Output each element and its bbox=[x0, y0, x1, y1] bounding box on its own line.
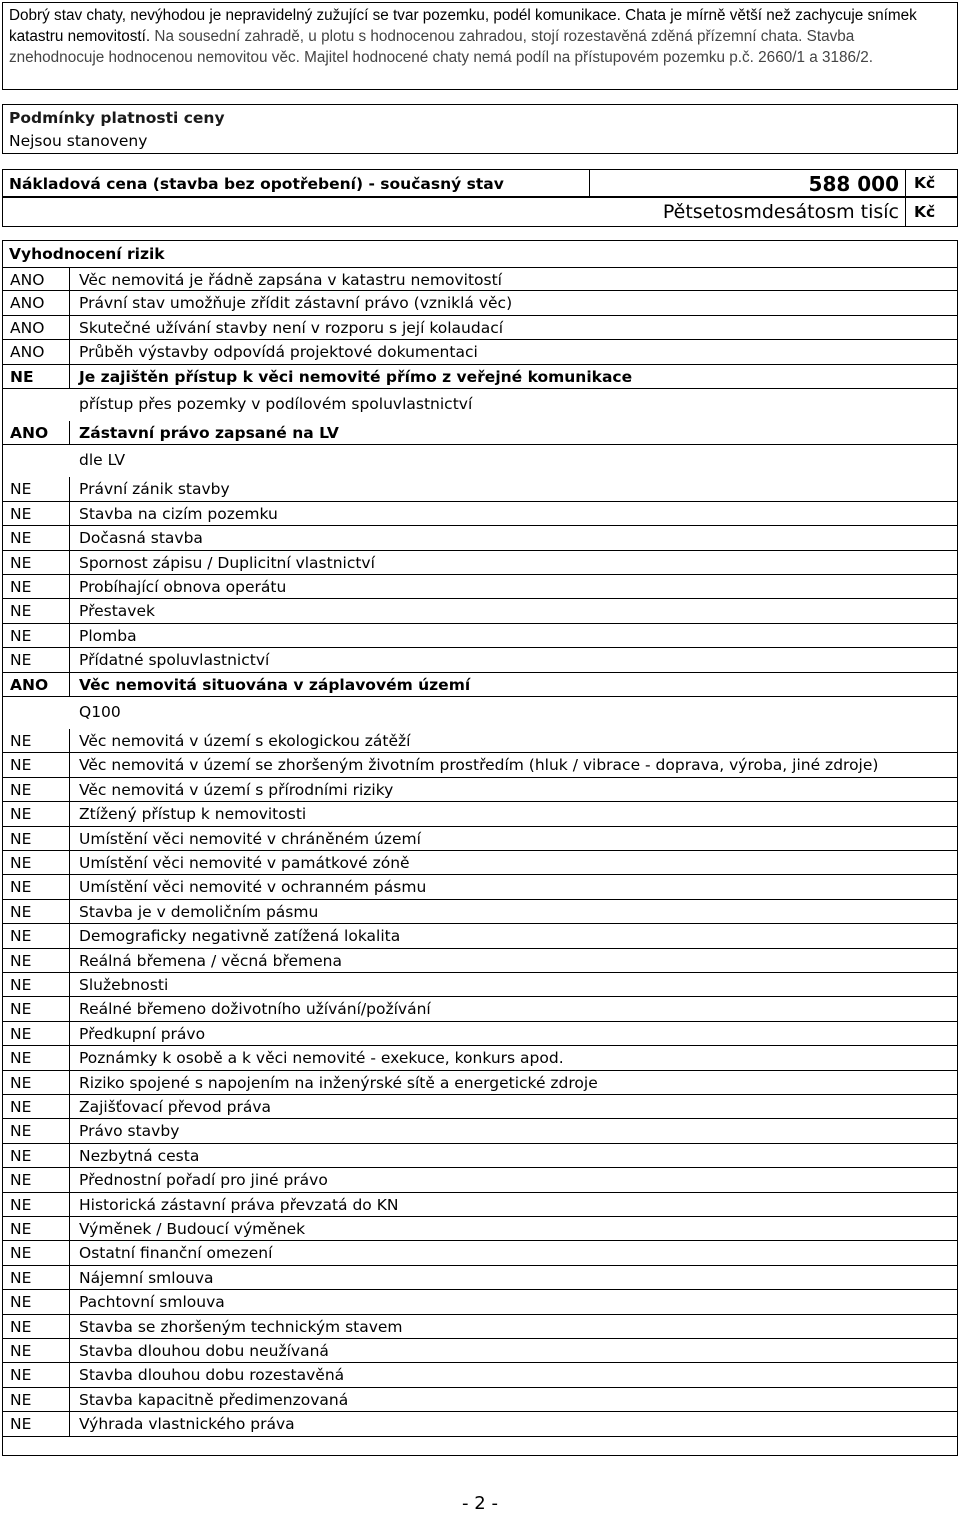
risk-row-divider bbox=[69, 875, 70, 898]
risk-row bbox=[3, 851, 957, 875]
risk-row-value: NE bbox=[10, 1390, 32, 1409]
risk-row-label: Zástavní právo zapsané na LV bbox=[79, 424, 339, 442]
risk-evaluation-table bbox=[2, 240, 958, 1456]
risk-row-value: NE bbox=[10, 976, 32, 994]
risk-row-label: Právní stav umožňuje zřídit zástavní právo (vzniklá věc) bbox=[79, 294, 513, 313]
risk-row-divider bbox=[69, 1095, 70, 1118]
risk-row-divider bbox=[69, 1363, 70, 1386]
page-number: - 2 - bbox=[462, 1493, 498, 1514]
risk-row-divider bbox=[69, 648, 70, 671]
risk-row-value: ANO bbox=[10, 343, 45, 362]
risk-row-label: Dočasná stavba bbox=[79, 529, 203, 548]
description-text: Dobrý stav chaty, nevýhodou je nepravidelný zužující se tvar pozemku, podél komunikace. Chata je mírně větší než zachycuje snímek katastru nemovitostí. bbox=[9, 7, 917, 45]
risk-row-note bbox=[3, 697, 957, 729]
risk-row bbox=[3, 1363, 957, 1387]
risk-row bbox=[3, 1144, 957, 1168]
risk-row bbox=[3, 1290, 957, 1314]
risk-row-divider bbox=[69, 1266, 70, 1289]
risk-row-label: Předkupní právo bbox=[79, 1024, 206, 1043]
risk-row-value: NE bbox=[10, 1171, 32, 1190]
risk-row-divider bbox=[69, 365, 70, 388]
risk-row bbox=[3, 778, 957, 802]
risk-row-divider bbox=[69, 477, 70, 500]
risk-row-divider bbox=[69, 1290, 70, 1313]
risk-row bbox=[3, 1168, 957, 1192]
risk-row bbox=[3, 875, 957, 899]
risk-row-label: Stavba kapacitně předimenzovaná bbox=[79, 1390, 349, 1409]
risk-row-label: Nezbytná cesta bbox=[79, 1146, 200, 1165]
risk-row-value: NE bbox=[10, 1317, 32, 1336]
risk-row-label: Právní zánik stavby bbox=[79, 480, 230, 499]
risk-row bbox=[3, 291, 957, 315]
price-label-cell bbox=[2, 169, 590, 197]
risk-row-value: NE bbox=[10, 1366, 32, 1385]
risk-row bbox=[3, 924, 957, 948]
risk-row-value: NE bbox=[10, 878, 32, 897]
risk-row-divider bbox=[69, 1168, 70, 1191]
risk-row-divider bbox=[69, 268, 70, 290]
risk-row-label: Demograficky negativně zatížená lokalita bbox=[79, 927, 401, 946]
risk-row-value: NE bbox=[10, 1342, 32, 1360]
risk-row-note bbox=[3, 389, 957, 421]
risk-row-label: Přestavek bbox=[79, 602, 155, 621]
price-in-words: Pětsetosmdesátosm tisíc bbox=[662, 201, 899, 223]
risk-row-value: NE bbox=[10, 553, 32, 572]
risk-row-note-text: dle LV bbox=[79, 451, 126, 470]
risk-row bbox=[3, 1095, 957, 1119]
risk-row bbox=[3, 1046, 957, 1070]
risk-row bbox=[3, 827, 957, 851]
risk-row-value: NE bbox=[10, 1122, 32, 1141]
risk-row bbox=[3, 1119, 957, 1143]
risk-row bbox=[3, 365, 957, 389]
risk-row-note-text: přístup přes pozemky v podílovém spoluvlastnictví bbox=[79, 395, 473, 413]
risk-row-value: NE bbox=[10, 529, 32, 548]
risk-row-value: NE bbox=[10, 578, 32, 596]
risk-row-divider bbox=[69, 1071, 70, 1094]
risk-row-value: NE bbox=[10, 1049, 32, 1068]
risk-row-label: Plomba bbox=[79, 626, 137, 645]
risk-row bbox=[3, 599, 957, 623]
risk-row-value: ANO bbox=[10, 271, 45, 289]
risk-row bbox=[3, 1315, 957, 1339]
risk-row-divider bbox=[69, 340, 70, 363]
risk-row-value: NE bbox=[10, 1146, 32, 1165]
price-conditions-box bbox=[2, 104, 958, 154]
risk-row-divider bbox=[69, 1241, 70, 1264]
risk-row-label: Věc nemovitá je řádně zapsána v katastru nemovitostí bbox=[79, 271, 502, 289]
risk-row-divider bbox=[69, 1144, 70, 1167]
price-amount-cell bbox=[589, 169, 906, 197]
risk-row-label: Historická zástavní práva převzatá do KN bbox=[79, 1195, 399, 1214]
risk-row-label: Věc nemovitá v území s ekologickou zátěží bbox=[79, 732, 411, 750]
risk-row-value: NE bbox=[10, 602, 32, 621]
price-amount: 588 000 bbox=[808, 172, 899, 196]
price-conditions-value: Nejsou stanoveny bbox=[9, 132, 148, 150]
price-currency2: Kč bbox=[914, 203, 936, 221]
risk-row-value: NE bbox=[10, 1000, 32, 1019]
risk-row-label: Reálná břemena / věcná břemena bbox=[79, 951, 342, 970]
risk-row-label: Průběh výstavby odpovídá projektové dokumentaci bbox=[79, 343, 478, 362]
risk-row-label: Umístění věci nemovité v památkové zóně bbox=[79, 854, 410, 872]
risk-row-label: Reálné břemeno doživotního užívání/požívání bbox=[79, 1000, 431, 1019]
risk-row bbox=[3, 648, 957, 672]
risk-row-divider bbox=[69, 1217, 70, 1240]
risk-row-divider bbox=[69, 1388, 70, 1411]
risk-row bbox=[3, 526, 957, 550]
price-words-cell bbox=[2, 197, 906, 227]
risk-row-divider bbox=[69, 575, 70, 598]
risk-row-label: Umístění věci nemovité v ochranném pásmu bbox=[79, 878, 427, 897]
risk-row-value: NE bbox=[10, 1098, 32, 1116]
risk-row-divider bbox=[69, 827, 70, 850]
risk-row-value: NE bbox=[10, 367, 34, 386]
risk-row-label: Probíhající obnova operátu bbox=[79, 578, 287, 596]
price-label: Nákladová cena (stavba bez opotřebení) - současný stav bbox=[9, 175, 504, 193]
risk-row-value: ANO bbox=[10, 318, 45, 337]
risk-row-divider bbox=[69, 291, 70, 314]
risk-row-divider bbox=[69, 753, 70, 776]
risk-row-value: NE bbox=[10, 480, 32, 499]
risk-row-divider bbox=[69, 1339, 70, 1362]
risk-row-divider bbox=[69, 1412, 70, 1435]
risk-row-label: Právo stavby bbox=[79, 1122, 180, 1141]
risk-row-divider bbox=[69, 900, 70, 923]
risk-row bbox=[3, 949, 957, 973]
risk-row-label: Spornost zápisu / Duplicitní vlastnictví bbox=[79, 553, 375, 572]
price-currency: Kč bbox=[914, 174, 936, 192]
risk-row-divider bbox=[69, 997, 70, 1020]
risk-row bbox=[3, 753, 957, 777]
risk-row bbox=[3, 900, 957, 924]
risk-row-label: Věc nemovitá v území se zhoršeným životním prostředím (hluk / vibrace - doprava, výroba, jiné zdroje) bbox=[79, 756, 879, 775]
risk-row-divider bbox=[69, 1119, 70, 1142]
risk-row-value: ANO bbox=[10, 675, 49, 694]
risk-row-value: NE bbox=[10, 1220, 32, 1238]
price-currency2-cell bbox=[905, 197, 958, 227]
risk-row-value: NE bbox=[10, 1293, 32, 1312]
risk-row bbox=[3, 1022, 957, 1046]
price-conditions-title: Podmínky platnosti ceny bbox=[9, 109, 225, 127]
risk-row-label: Stavba je v demoličním pásmu bbox=[79, 902, 319, 921]
risk-row-label: Věc nemovitá situována v záplavovém území bbox=[79, 675, 471, 694]
risk-row-value: ANO bbox=[10, 294, 45, 313]
risk-row-value: NE bbox=[10, 1073, 32, 1092]
risk-row-label: Zajišťovací převod práva bbox=[79, 1098, 272, 1116]
risk-row bbox=[3, 316, 957, 340]
risk-row-note bbox=[3, 445, 957, 477]
risk-row bbox=[3, 1217, 957, 1241]
risk-row bbox=[3, 729, 957, 753]
risk-row bbox=[3, 997, 957, 1021]
risk-row-note-text: Q100 bbox=[79, 703, 121, 721]
risk-row-label: Výměnek / Budoucí výměnek bbox=[79, 1220, 306, 1238]
risk-row-value: NE bbox=[10, 651, 32, 670]
risk-row bbox=[3, 673, 957, 697]
risk-row-label: Stavba na cizím pozemku bbox=[79, 504, 278, 523]
risk-row bbox=[3, 502, 957, 526]
risk-row-value: NE bbox=[10, 732, 32, 750]
risk-row bbox=[3, 624, 957, 648]
risk-row bbox=[3, 340, 957, 364]
risk-row bbox=[3, 1412, 957, 1436]
risk-row-label: Riziko spojené s napojením na inženýrské sítě a energetické zdroje bbox=[79, 1073, 598, 1092]
risk-evaluation-title: Vyhodnocení rizik bbox=[9, 245, 165, 263]
risk-row-value: NE bbox=[10, 626, 32, 645]
risk-row-label: Nájemní smlouva bbox=[79, 1268, 214, 1287]
risk-row-label: Ostatní finanční omezení bbox=[79, 1244, 273, 1263]
risk-row bbox=[3, 551, 957, 575]
risk-row-divider bbox=[69, 599, 70, 622]
risk-row-value: NE bbox=[10, 780, 32, 799]
risk-row-label: Skutečné užívání stavby není v rozporu s její kolaudací bbox=[79, 318, 504, 337]
risk-row-label: Výhrada vlastnického práva bbox=[79, 1415, 295, 1434]
risk-row-divider bbox=[69, 1022, 70, 1045]
risk-row-value: NE bbox=[10, 854, 32, 872]
risk-row-label: Stavba se zhoršeným technickým stavem bbox=[79, 1317, 403, 1336]
risk-row-value: NE bbox=[10, 902, 32, 921]
risk-row-value: NE bbox=[10, 1024, 32, 1043]
risk-row bbox=[3, 421, 957, 445]
risk-row bbox=[3, 267, 957, 291]
risk-row-label: Věc nemovitá v území s přírodními riziky bbox=[79, 780, 394, 799]
risk-row-label: Poznámky k osobě a k věci nemovité - exekuce, konkurs apod. bbox=[79, 1049, 564, 1068]
risk-row bbox=[3, 1388, 957, 1412]
risk-row bbox=[3, 1339, 957, 1363]
risk-row-divider bbox=[69, 421, 70, 444]
risk-row-divider bbox=[69, 729, 70, 752]
risk-row-divider bbox=[69, 949, 70, 972]
risk-row-divider bbox=[69, 624, 70, 647]
risk-row-value: NE bbox=[10, 1195, 32, 1214]
risk-row bbox=[3, 1193, 957, 1217]
risk-row-divider bbox=[69, 924, 70, 947]
risk-row bbox=[3, 1071, 957, 1095]
risk-row-label: Je zajištěn přístup k věci nemovité přímo z veřejné komunikace bbox=[79, 367, 633, 386]
risk-row bbox=[3, 575, 957, 599]
risk-row-label: Stavba dlouhou dobu rozestavěná bbox=[79, 1366, 345, 1385]
risk-row-divider bbox=[69, 778, 70, 801]
risk-row-value: NE bbox=[10, 1244, 32, 1263]
risk-row-value: ANO bbox=[10, 424, 49, 442]
risk-row-divider bbox=[69, 316, 70, 339]
risk-row-value: NE bbox=[10, 504, 32, 523]
price-currency-cell bbox=[905, 169, 958, 197]
description-box bbox=[2, 2, 958, 90]
risk-row-divider bbox=[69, 502, 70, 525]
risk-row-value: NE bbox=[10, 756, 32, 775]
risk-row-value: NE bbox=[10, 1415, 32, 1434]
risk-row bbox=[3, 973, 957, 997]
risk-row-value: NE bbox=[10, 1268, 32, 1287]
risk-row-label: Přednostní pořadí pro jiné právo bbox=[79, 1171, 328, 1190]
risk-row bbox=[3, 1266, 957, 1290]
risk-row-label: Přídatné spoluvlastnictví bbox=[79, 651, 270, 670]
risk-row-label: Služebnosti bbox=[79, 976, 169, 994]
risk-row-label: Pachtovní smlouva bbox=[79, 1293, 225, 1312]
risk-row-value: NE bbox=[10, 951, 32, 970]
risk-row-divider bbox=[69, 673, 70, 696]
risk-row bbox=[3, 477, 957, 501]
risk-row-label: Umístění věci nemovité v chráněném území bbox=[79, 829, 421, 848]
risk-row-value: NE bbox=[10, 829, 32, 848]
risk-row-divider bbox=[69, 851, 70, 874]
risk-row-divider bbox=[69, 1315, 70, 1338]
risk-row-divider bbox=[69, 1046, 70, 1069]
risk-row-label: Stavba dlouhou dobu neužívaná bbox=[79, 1342, 329, 1360]
risk-row-divider bbox=[69, 526, 70, 549]
risk-row-value: NE bbox=[10, 805, 32, 824]
risk-row bbox=[3, 1241, 957, 1265]
risk-row-divider bbox=[69, 1193, 70, 1216]
risk-row-divider bbox=[69, 802, 70, 825]
risk-row bbox=[3, 802, 957, 826]
risk-row-label: Ztížený přístup k nemovitosti bbox=[79, 805, 307, 824]
risk-row-value: NE bbox=[10, 927, 32, 946]
description-text-continued: Na sousední zahradě, u plotu s hodnocenou zahradou, stojí rozestavěná zděná přízemní chata. Stavba znehodnocuje hodnocenou nemovitou věc. Majitel hodnocené chaty nemá podíl na přístupovém pozemku p.č. 2660/1 a 3186/2. bbox=[9, 28, 874, 66]
risk-row-divider bbox=[69, 551, 70, 574]
risk-row-divider bbox=[69, 973, 70, 996]
